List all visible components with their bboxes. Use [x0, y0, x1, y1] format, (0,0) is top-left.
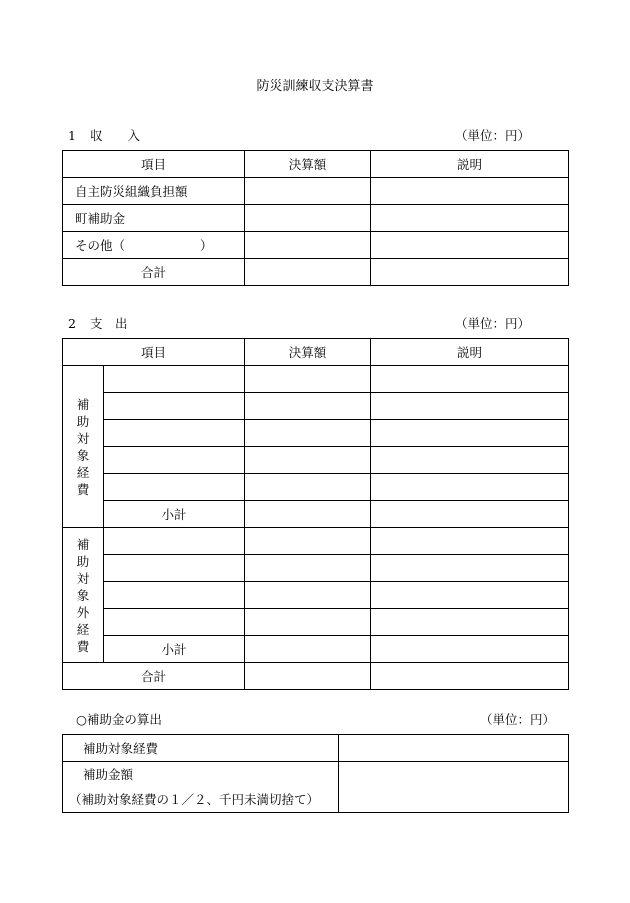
- table-row: [63, 232, 569, 259]
- description-cell[interactable]: [371, 474, 569, 501]
- table-row: [63, 474, 569, 501]
- description-cell[interactable]: [371, 447, 569, 474]
- description-cell[interactable]: [371, 178, 569, 205]
- amount-cell[interactable]: [245, 501, 371, 528]
- amount-cell[interactable]: [245, 205, 371, 232]
- description-cell[interactable]: [371, 609, 569, 636]
- item-cell[interactable]: [104, 582, 245, 609]
- group-label-vertical: 補 助 対 象 外 経 費: [76, 536, 90, 654]
- subtotal-label: 小計: [104, 636, 245, 663]
- amount-cell[interactable]: [245, 636, 371, 663]
- subtotal-row: [63, 501, 569, 528]
- subsidy-amount-note: （補助対象経費の１／２、千円未満切捨て）: [69, 792, 320, 807]
- amount-cell[interactable]: [245, 609, 371, 636]
- amount-cell[interactable]: [245, 259, 371, 286]
- amount-cell[interactable]: [245, 232, 371, 259]
- item-cell[interactable]: [104, 555, 245, 582]
- table-row: [63, 178, 569, 205]
- amount-cell[interactable]: [245, 474, 371, 501]
- table-row: [63, 366, 569, 393]
- expense-header-row: [63, 339, 569, 366]
- document-title: 防災訓練収支決算書: [256, 79, 374, 94]
- item-cell[interactable]: [104, 393, 245, 420]
- expense-col-amount: 決算額: [245, 339, 371, 366]
- subtotal-label: 小計: [104, 501, 245, 528]
- group-non-subsidized-expenses: [63, 528, 104, 663]
- table-row: [63, 420, 569, 447]
- expense-col-description: 説明: [371, 339, 569, 366]
- description-cell[interactable]: [371, 205, 569, 232]
- table-row: [63, 528, 569, 555]
- table-row: [63, 609, 569, 636]
- item-cell[interactable]: [104, 420, 245, 447]
- item-cell[interactable]: [104, 447, 245, 474]
- income-heading: 収 入: [90, 128, 141, 143]
- expense-col-item: 項目: [63, 339, 245, 366]
- table-row: [63, 393, 569, 420]
- income-table: [62, 150, 569, 286]
- income-unit: （単位：円）: [455, 128, 531, 143]
- item-cell[interactable]: [104, 474, 245, 501]
- income-total-row: [63, 259, 569, 286]
- income-col-amount: 決算額: [245, 151, 371, 178]
- description-cell[interactable]: [371, 420, 569, 447]
- description-cell[interactable]: [371, 582, 569, 609]
- description-cell[interactable]: [371, 636, 569, 663]
- subsidy-heading: ○補助金の算出: [76, 712, 162, 727]
- subsidy-unit: （単位：円）: [480, 712, 556, 727]
- subsidy-target-expense-label: 補助対象経費: [63, 735, 339, 762]
- group-label-vertical: 補 助 対 象 経 費: [76, 396, 90, 497]
- amount-cell[interactable]: [245, 447, 371, 474]
- amount-cell[interactable]: [245, 393, 371, 420]
- subsidy-table: [62, 734, 569, 813]
- description-cell[interactable]: [371, 501, 569, 528]
- amount-cell[interactable]: [245, 528, 371, 555]
- amount-cell[interactable]: [339, 762, 569, 813]
- expense-heading: 支 出: [90, 316, 128, 331]
- item-cell[interactable]: [104, 528, 245, 555]
- table-row: [63, 582, 569, 609]
- subsidy-amount-label: 補助金額: [83, 767, 134, 782]
- description-cell[interactable]: [371, 663, 569, 690]
- table-row: [63, 735, 569, 762]
- amount-cell[interactable]: [245, 663, 371, 690]
- description-cell[interactable]: [371, 528, 569, 555]
- table-row: [63, 447, 569, 474]
- income-header-row: [63, 151, 569, 178]
- expense-unit: （単位：円）: [455, 316, 531, 331]
- amount-cell[interactable]: [339, 735, 569, 762]
- amount-cell[interactable]: [245, 366, 371, 393]
- subsidy-amount-label-cell: [63, 762, 339, 813]
- description-cell[interactable]: [371, 259, 569, 286]
- income-row-label: その他（ ）: [63, 232, 245, 259]
- table-row: [63, 762, 569, 813]
- income-col-item: 項目: [63, 151, 245, 178]
- expense-total-label: 合計: [63, 663, 245, 690]
- expense-table: [62, 338, 569, 690]
- description-cell[interactable]: [371, 555, 569, 582]
- description-cell[interactable]: [371, 366, 569, 393]
- description-cell[interactable]: [371, 393, 569, 420]
- item-cell[interactable]: [104, 609, 245, 636]
- income-heading-number: 1: [68, 128, 76, 143]
- income-row-label: 自主防災組織負担額: [63, 178, 245, 205]
- item-cell[interactable]: [104, 366, 245, 393]
- description-cell[interactable]: [371, 232, 569, 259]
- group-subsidized-expenses: [63, 366, 104, 528]
- amount-cell[interactable]: [245, 178, 371, 205]
- income-row-label: 町補助金: [63, 205, 245, 232]
- amount-cell[interactable]: [245, 582, 371, 609]
- table-row: [63, 555, 569, 582]
- subtotal-row: [63, 636, 569, 663]
- expense-total-row: [63, 663, 569, 690]
- expense-heading-number: 2: [68, 316, 76, 331]
- table-row: [63, 205, 569, 232]
- amount-cell[interactable]: [245, 555, 371, 582]
- income-col-description: 説明: [371, 151, 569, 178]
- amount-cell[interactable]: [245, 420, 371, 447]
- income-total-label: 合計: [63, 259, 245, 286]
